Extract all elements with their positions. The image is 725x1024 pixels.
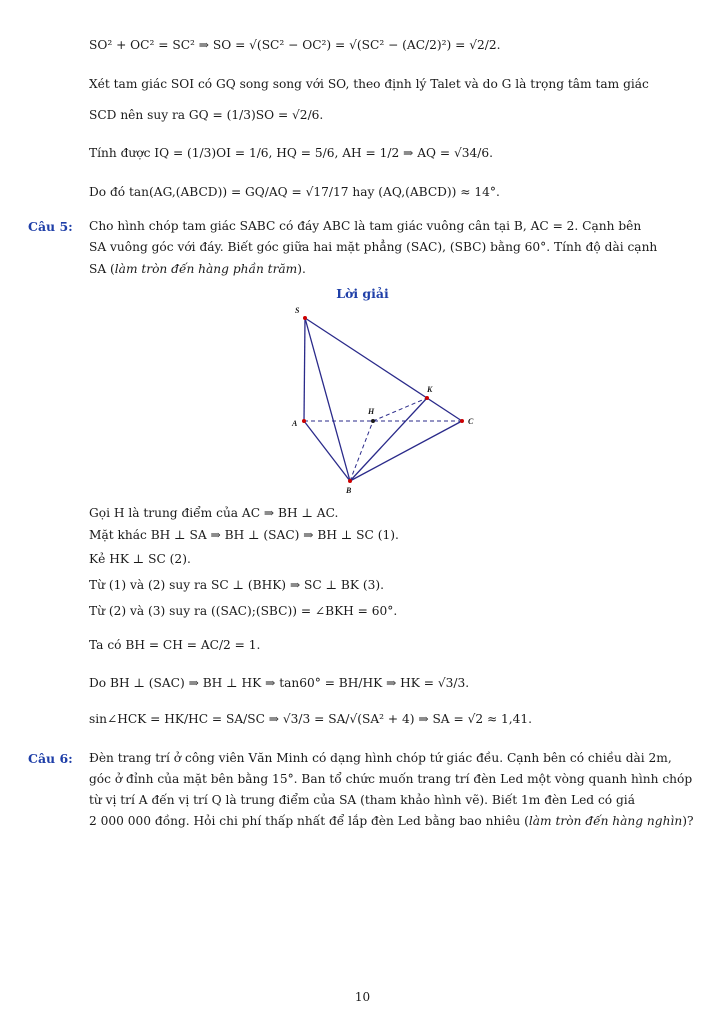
label-H: H (368, 407, 375, 416)
question-6-line-1: Đèn trang trí ở công viên Văn Minh có dạng hình chóp tứ giác đều. Cạnh bên có chiều dài 2m, (89, 751, 672, 765)
label-A: A (292, 419, 298, 428)
segment-BK (350, 398, 427, 481)
point-C (460, 419, 464, 423)
solution-title: Lời giải (336, 286, 389, 301)
label-S: S (295, 306, 300, 315)
question-5-line-2: SA vuông góc với đáy. Biết góc giữa hai mặt phẳng (SAC), (SBC) bằng 60°. Tính độ dài cạnh (89, 240, 658, 254)
question-6-line-4 (89, 814, 693, 829)
label-B: B (346, 486, 352, 495)
solution-line-7: Do BH ⊥ (SAC) ⇒ BH ⊥ HK ⇒ tan60° = BH/HK ⇒ HK = √3/3. (89, 676, 470, 690)
text-line-top-3: SCD nên suy ra GQ = (1/3)SO = √2/6. (89, 108, 324, 122)
solution-line-8: sin∠HCK = HK/HC = SA/SC ⇒ √3/3 = SA/√(SA² + 4) ⇒ SA = √2 ≈ 1,41. (89, 712, 533, 726)
segment-BH-hidden (350, 421, 373, 481)
solution-line-5: Từ (2) và (3) suy ra ((SAC);(SBC)) = ∠BKH = 60°. (89, 604, 398, 618)
pyramid-figure (280, 300, 490, 500)
solution-line-1: Gọi H là trung điểm của AC ⇒ BH ⊥ AC. (89, 506, 339, 520)
edge-SA (304, 318, 305, 421)
point-B (348, 479, 352, 483)
solution-line-2: Mặt khác BH ⊥ SA ⇒ BH ⊥ (SAC) ⇒ BH ⊥ SC (1). (89, 528, 399, 542)
question-5-line-3-italic: làm tròn đến hàng phần trăm (114, 262, 298, 276)
segment-HK-hidden (373, 398, 427, 421)
question-6-line-4-suffix: )? (682, 814, 694, 828)
solution-line-3: Kẻ HK ⊥ SC (2). (89, 552, 191, 566)
text-line-top-4: Tính được IQ = (1/3)OI = 1/6, HQ = 5/6, AH = 1/2 ⇒ AQ = √34/6. (89, 146, 493, 160)
solution-line-4: Từ (1) và (2) suy ra SC ⊥ (BHK) ⇒ SC ⊥ BK (3). (89, 578, 384, 592)
point-S (303, 316, 307, 320)
label-C: C (468, 417, 474, 426)
text-line-top-2: Xét tam giác SOI có GQ song song với SO, theo định lý Talet và do G là trọng tâm tam giác (89, 77, 649, 91)
edge-BC (350, 421, 462, 481)
question-6-line-4-prefix: 2 000 000 đồng. Hỏi chi phí thấp nhất để lắp đèn Led bằng bao nhiêu ( (89, 814, 529, 828)
point-H (371, 419, 375, 423)
question-5-line-1: Cho hình chóp tam giác SABC có đáy ABC là tam giác vuông cân tại B, AC = 2. Cạnh bên (89, 219, 642, 233)
question-5-line-3-suffix: ). (297, 262, 306, 276)
page-number: 10 (354, 990, 371, 1004)
solution-line-6: Ta có BH = CH = AC/2 = 1. (89, 638, 261, 652)
question-5-label: Câu 5: (28, 219, 73, 234)
question-6-line-2: góc ở đỉnh của mặt bên bằng 15°. Ban tổ chức muốn trang trí đèn Led một vòng quanh hình chóp (89, 772, 693, 786)
point-K (425, 396, 429, 400)
question-5-line-3 (89, 262, 306, 277)
question-6-label: Câu 6: (28, 751, 73, 766)
text-line-top-5: Do đó tan(AG,(ABCD)) = GQ/AQ = √17/17 hay (AQ,(ABCD)) ≈ 14°. (89, 185, 500, 199)
edge-AB (304, 421, 350, 481)
question-6-line-4-italic: làm tròn đến hàng nghìn (528, 814, 683, 828)
question-6-line-3: từ vị trí A đến vị trí Q là trung điểm của SA (tham khảo hình vẽ). Biết 1m đèn Led có giá (89, 793, 635, 807)
point-A (302, 419, 306, 423)
text-line-top-1: SO² + OC² = SC² ⇒ SO = √(SC² − OC²) = √(SC² − (AC/2)²) = √2/2. (89, 38, 501, 52)
label-K: K (427, 385, 433, 394)
question-5-line-3-prefix: SA ( (89, 262, 115, 276)
